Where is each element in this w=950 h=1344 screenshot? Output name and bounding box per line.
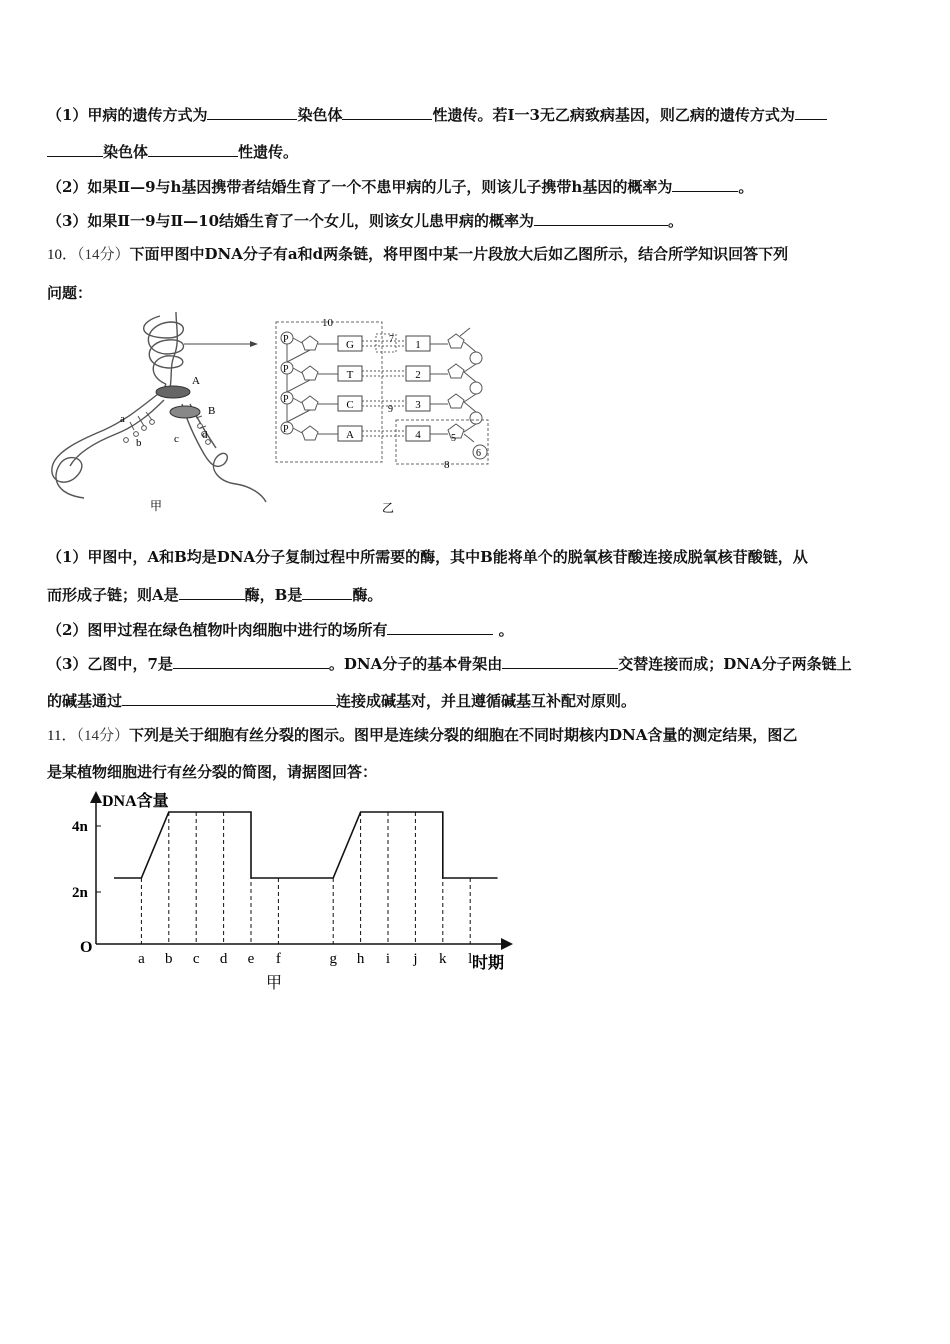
q10-part2: （2）图甲过程在绿色植物叶肉细胞中进行的场所有 。 [47, 621, 514, 639]
answer-blank[interactable] [534, 211, 668, 226]
strand-d-label: d [202, 429, 208, 441]
backbone-right [430, 328, 487, 459]
x-tick-label-j: j [413, 951, 418, 967]
x-tick-label-h: h [356, 951, 365, 967]
label-10: 10 [322, 317, 333, 329]
q11-stem-line2: 是某植物细胞进行有丝分裂的简图，请据图回答： [47, 763, 378, 781]
svg-text:A: A [346, 429, 354, 441]
phosphate-labels [283, 334, 289, 435]
x-tick-label-e: e [247, 951, 255, 967]
x-tick-label-c: c [192, 951, 200, 967]
q10-stem-line1: 10．（14分）下面甲图中DNA分子有a和d两条链，将甲图中某一片段放大后如乙图所示，结合所学知识回答下列 [47, 245, 789, 263]
dna-content-chart [60, 786, 530, 996]
answer-blank[interactable] [207, 105, 297, 120]
q10-part3-line1: （3）乙图中，7是 。DNA分子的基本骨架由 交替连接而成；DNA分子两条链上 [47, 655, 852, 673]
enzyme-a-label: A [192, 375, 200, 387]
left-bases [338, 336, 362, 441]
answer-blank[interactable] [173, 654, 329, 669]
svg-text:2: 2 [415, 369, 421, 381]
origin-label: O [80, 939, 93, 956]
label-5: 5 [451, 433, 456, 444]
x-tick-label-a: a [138, 951, 145, 967]
answer-blank[interactable] [179, 585, 245, 600]
svg-text:1: 1 [415, 339, 421, 351]
figure-left-helix [52, 312, 266, 502]
chart-caption: 甲 [266, 975, 283, 992]
label-6: 6 [476, 448, 481, 459]
figure-caption-yi: 乙 [382, 501, 395, 515]
answer-blank[interactable] [122, 691, 336, 706]
x-axis-label: 时期 [472, 955, 505, 972]
figure-caption-jia: 甲 [150, 499, 163, 513]
strand-b-label: b [136, 437, 142, 449]
label-8: 7 [389, 334, 394, 345]
hydrogen-bonds [362, 341, 406, 436]
x-tick-label-d: d [219, 951, 228, 967]
x-tick-label-g: g [329, 951, 337, 967]
answer-blank[interactable] [342, 105, 432, 120]
svg-text:P: P [283, 424, 289, 435]
region-10-box [276, 322, 382, 462]
q9-part2: （2）如果Ⅱ—9与h基因携带者结婚生育了一个不患甲病的儿子，则该儿子携带h基因的概率为 。 [47, 178, 754, 196]
arrow-head-icon [250, 341, 258, 347]
answer-blank[interactable] [47, 142, 103, 157]
q9-part1-line2: 染色体 性遗传。 [47, 141, 298, 162]
answer-blank[interactable] [502, 654, 618, 669]
answer-blank[interactable] [672, 177, 738, 192]
q10-part1-line2: 而形成子链；则A是 酶，B是 酶。 [47, 586, 383, 604]
q9-part1-line1: （1）甲病的遗传方式为 染色体 性遗传。若Ⅰ一3无乙病致病基因，则乙病的遗传方式为 [47, 104, 827, 125]
answer-blank[interactable] [387, 620, 493, 635]
backbone-left [281, 332, 338, 440]
y-tick-label-4n: 4n [72, 819, 88, 835]
svg-text:P: P [283, 394, 289, 405]
svg-text:P: P [283, 364, 289, 375]
enzyme-b-shape [170, 406, 200, 418]
x-tick-label-f: f [275, 951, 281, 967]
svg-text:T: T [346, 369, 354, 381]
x-tick-label-l: l [468, 951, 473, 967]
svg-text:G: G [346, 339, 354, 351]
y-tick-label-2n: 2n [72, 885, 88, 901]
x-tick-label-i: i [385, 951, 391, 967]
enzyme-b-label: B [208, 405, 216, 417]
svg-text:P: P [283, 334, 289, 345]
svg-text:3: 3 [415, 399, 421, 411]
answer-blank[interactable] [302, 585, 352, 600]
q11-stem-line1: 11．（14分）下列是关于细胞有丝分裂的图示。图甲是连续分裂的细胞在不同时期核内DNA含量的测定结果，图乙 [47, 726, 798, 744]
svg-text:C: C [346, 399, 354, 411]
q9-part3: （3）如果Ⅱ一9与Ⅱ—10结婚生育了一个女儿，则该女儿患甲病的概率为 。 [47, 212, 684, 230]
label-7: 8 [444, 459, 450, 471]
right-bases [406, 336, 430, 441]
svg-text:4: 4 [415, 429, 421, 441]
label-9: 9 [388, 404, 393, 415]
q10-stem-line2: 问题： [47, 284, 93, 302]
q10-part3-line2: 的碱基通过 连接成碱基对，并且遵循碱基互补配对原则。 [47, 692, 637, 710]
dna-content-series-line [114, 812, 498, 878]
x-tick-label-k: k [439, 951, 447, 967]
dna-figure [40, 308, 510, 518]
q10-part1-line1: （1）甲图中，A和B均是DNA分子复制过程中所需要的酶，其中B能将单个的脱氧核苷酸连接成脱氧核苷酸链，从 [47, 548, 808, 566]
x-tick-label-b: b [165, 951, 173, 967]
answer-blank[interactable] [795, 105, 827, 120]
enzyme-a-shape [156, 386, 190, 398]
y-axis-label: DNA含量 [102, 793, 169, 810]
answer-blank[interactable] [148, 142, 238, 157]
strand-a-label: a [120, 413, 125, 425]
strand-c-label: c [174, 433, 179, 445]
